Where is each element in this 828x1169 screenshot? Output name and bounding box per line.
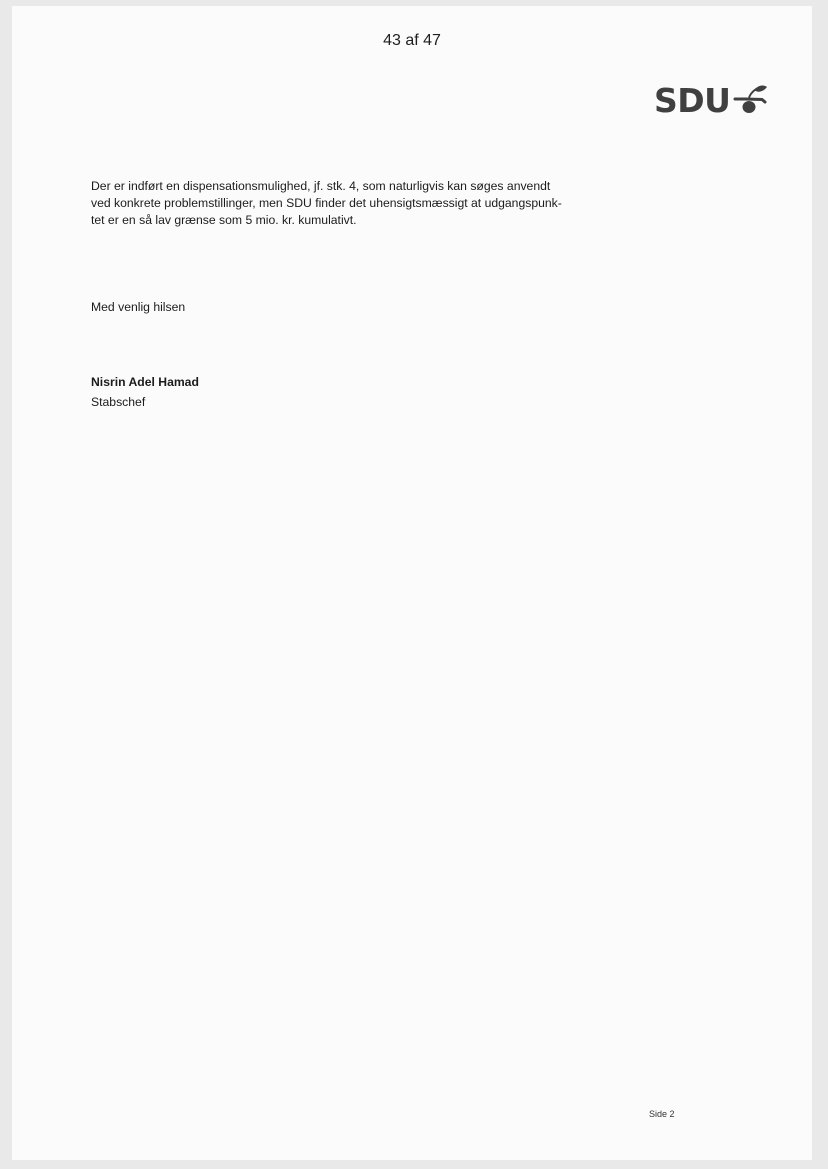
page-counter: 43 af 47 (383, 32, 441, 49)
body-line: tet er en så lav grænse som 5 mio. kr. kumulativt. (91, 213, 357, 227)
footer-page-label: Side 2 (649, 1109, 675, 1119)
sdu-logo (654, 80, 768, 120)
signature-name: Nisrin Adel Hamad (91, 375, 199, 389)
closing-salutation: Med venlig hilsen (91, 300, 186, 314)
document-page (12, 6, 812, 1160)
body-paragraph (91, 178, 611, 229)
body-line: ved konkrete problemstillinger, men SDU finder det uhensigtsmæssigt at udgangspunk- (91, 196, 562, 210)
logo-text: SDU (654, 80, 731, 120)
signature-title: Stabschef (91, 395, 146, 409)
apple-leaf-icon (732, 83, 768, 120)
body-line: Der er indført en dispensationsmulighed, jf. stk. 4, som naturligvis kan søges anvendt (91, 179, 551, 193)
